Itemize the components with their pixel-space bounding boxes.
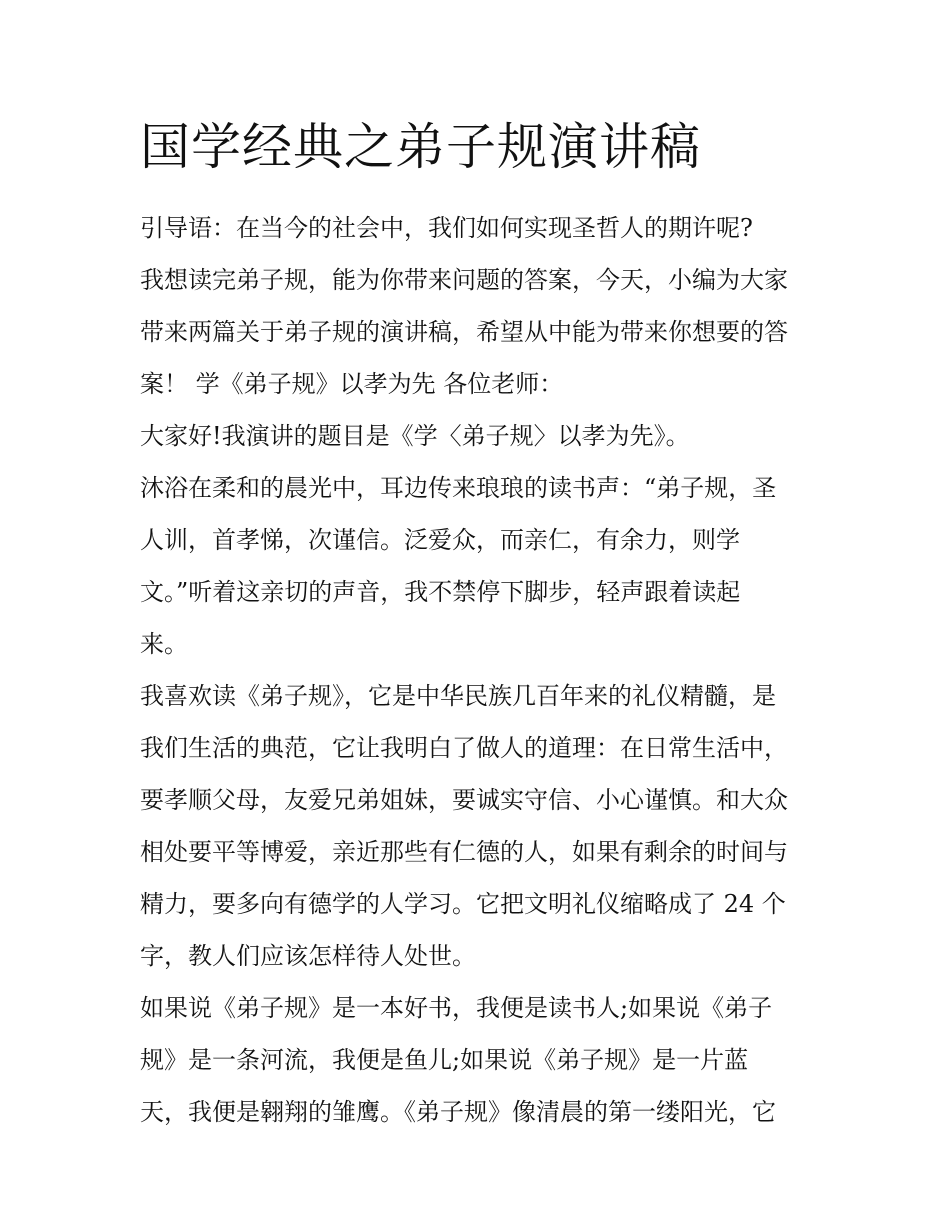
body-line: 如果说《弟子规》是一本好书，我便是读书人;如果说《弟子	[140, 994, 773, 1022]
body-line: 大家好!我演讲的题目是《学〈弟子规〉以孝为先》。	[140, 422, 690, 450]
body-line: 精力，要多向有德学的人学习。它把文明礼仪缩略成了 24 个	[140, 890, 786, 918]
body-line: 沐浴在柔和的晨光中，耳边传来琅琅的读书声：“弟子规，圣	[140, 474, 777, 502]
body-line: 字，教人们应该怎样待人处世。	[140, 942, 476, 970]
body-line: 相处要平等博爱，亲近那些有仁德的人，如果有剩余的时间与	[140, 838, 788, 866]
body-line: 我喜欢读《弟子规》，它是中华民族几百年来的礼仪精髓，是	[140, 682, 776, 710]
body-line: 我想读完弟子规，能为你带来问题的答案，今天，小编为大家	[140, 266, 788, 294]
body-line: 我们生活的典范，它让我明白了做人的道理：在日常生活中，	[140, 734, 788, 762]
body-line: 引导语：在当今的社会中，我们如何实现圣哲人的期许呢?	[140, 214, 753, 242]
body-line: 天，我便是翱翔的雏鹰。《弟子规》像清晨的第一缕阳光，它	[140, 1098, 776, 1126]
body-line: 文。”听着这亲切的声音，我不禁停下脚步，轻声跟着读起	[140, 578, 741, 606]
document-title: 国学经典之弟子规演讲稿	[140, 118, 701, 176]
body-line: 带来两篇关于弟子规的演讲稿，希望从中能为带来你想要的答	[140, 318, 788, 346]
body-line: 案！ 学《弟子规》以孝为先 各位老师：	[140, 370, 564, 398]
document-page	[140, 110, 820, 1138]
document-body	[140, 202, 820, 1138]
body-line: 人训，首孝悌，次谨信。泛爱众，而亲仁，有余力，则学	[140, 526, 740, 554]
body-line: 要孝顺父母，友爱兄弟姐妹，要诚实守信、小心谨慎。和大众	[140, 786, 788, 814]
body-line: 规》是一条河流，我便是鱼儿;如果说《弟子规》是一片蓝	[140, 1046, 749, 1074]
body-line: 来。	[140, 630, 188, 658]
